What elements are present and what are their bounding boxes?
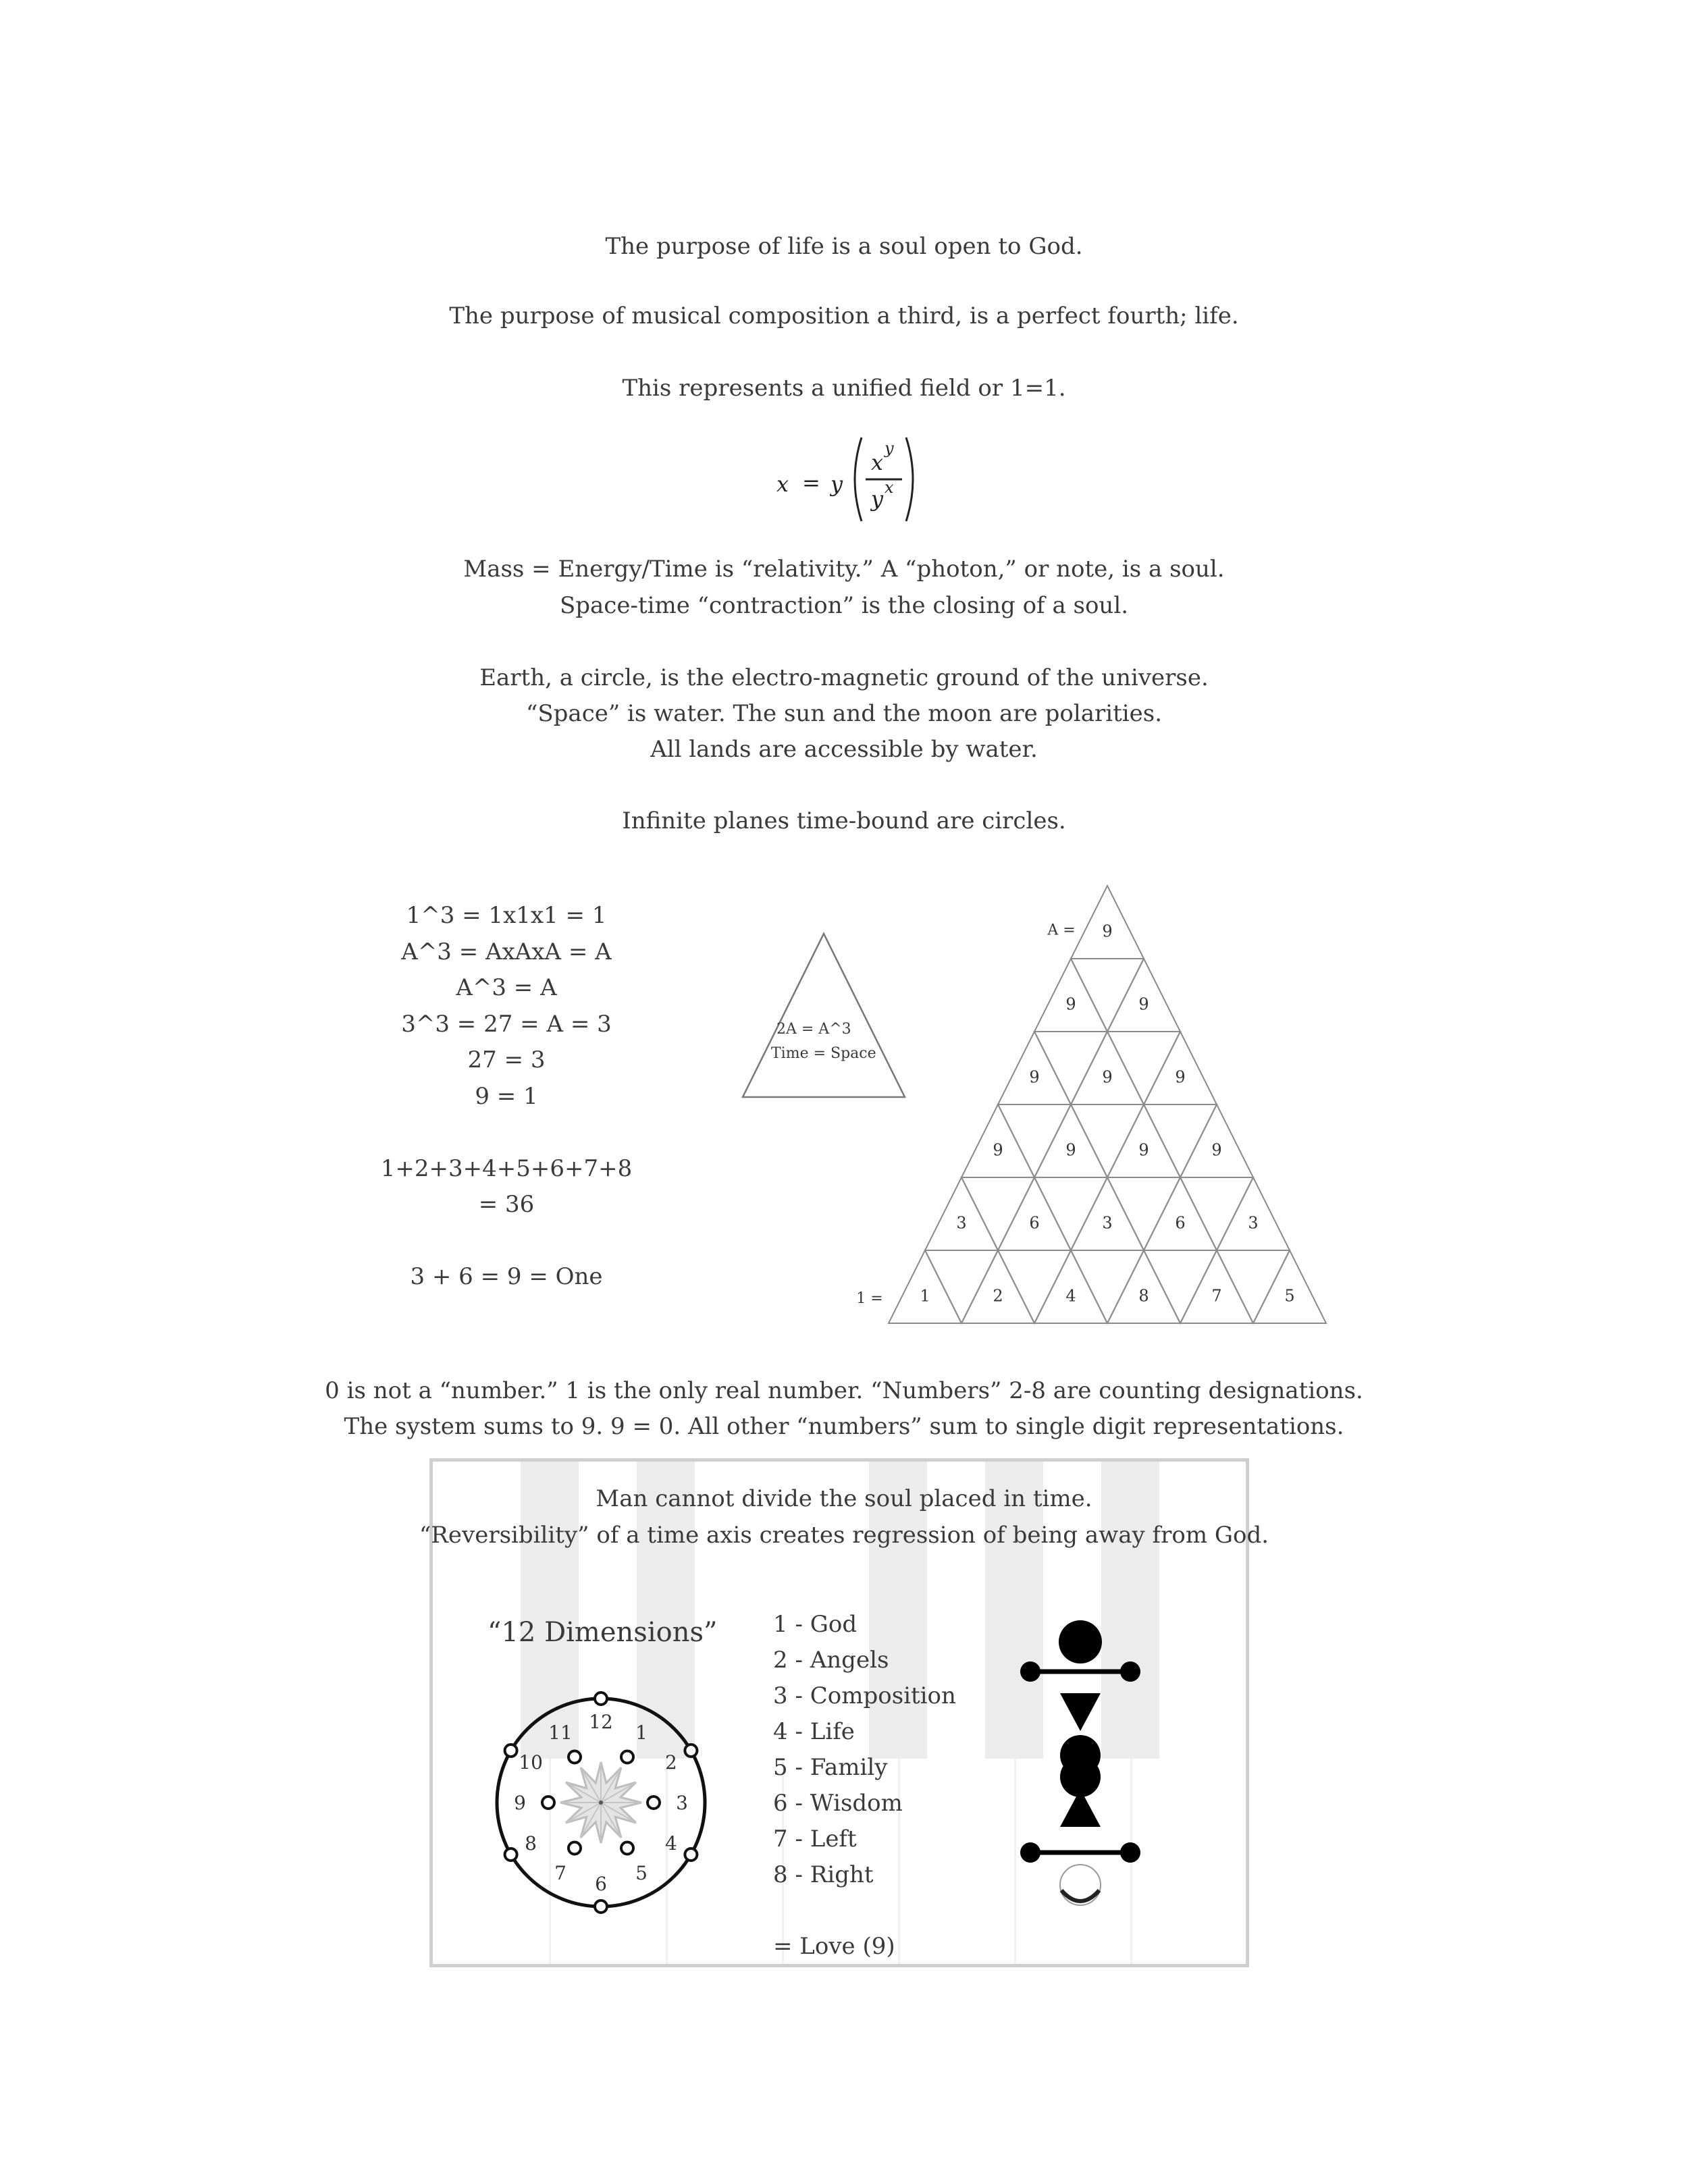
down-triangle-icon — [1060, 1693, 1101, 1731]
list-item: 1 - God — [773, 1611, 858, 1638]
equation-num-base: x — [871, 450, 884, 475]
equation-line: 1+2+3+4+5+6+7+8 — [380, 1154, 633, 1182]
pyramid-value: 9 — [1102, 922, 1113, 941]
clock-number: 8 — [525, 1832, 537, 1855]
clock-number: 5 — [635, 1861, 648, 1884]
clock-number: 4 — [664, 1832, 677, 1855]
pyramid-value: 1 — [920, 1286, 930, 1306]
left-node-icon — [1020, 1842, 1040, 1863]
pyramid-value: 9 — [1102, 1067, 1113, 1087]
list-item: 6 - Wisdom — [773, 1790, 903, 1817]
up-triangle-icon — [1060, 1789, 1101, 1827]
pyramid-inverted-cell — [1144, 1104, 1217, 1177]
numbers-line-2: The system sums to 9. 9 = 0. All other “numbers” sum to single digit representations. — [344, 1413, 1344, 1440]
equation-line: A^3 = A — [456, 974, 557, 1001]
pyramid-value: 6 — [1029, 1213, 1040, 1233]
dimensions-title: “12 Dimensions” — [487, 1617, 718, 1648]
clock-node — [569, 1751, 581, 1763]
small-triangle-line-2: Time = Space — [771, 1045, 876, 1062]
pyramid-inverted-cell — [1034, 1032, 1107, 1104]
clock-number: 11 — [548, 1722, 573, 1744]
equation-line: A^3 = AxAxA = A — [401, 938, 612, 965]
left-equations — [365, 898, 648, 1296]
equation-line: 3^3 = 27 = A = 3 — [401, 1010, 612, 1038]
pyramid-value: 4 — [1065, 1286, 1076, 1306]
god-circle-icon — [1059, 1620, 1102, 1663]
clock-node — [685, 1848, 697, 1861]
earth-line-1: Earth, a circle, is the electro-magnetic ground of the universe. — [479, 664, 1209, 691]
equation-line: 27 = 3 — [467, 1046, 546, 1073]
clock-node — [648, 1796, 660, 1809]
left-node-icon — [1020, 1661, 1040, 1682]
list-item: 5 - Family — [773, 1754, 888, 1781]
clock-number: 3 — [676, 1792, 688, 1814]
list-item: 8 - Right — [773, 1861, 874, 1888]
equation-den-base: y — [871, 486, 884, 512]
pyramid-inverted-cell — [961, 1177, 1034, 1250]
clock-node — [569, 1842, 581, 1855]
clock-number: 6 — [595, 1873, 607, 1895]
pyramid-label-a: A = — [1047, 922, 1076, 939]
physics-line-2: Space-time “contraction” is the closing of a soul. — [559, 592, 1129, 619]
pyramid-value: 6 — [1175, 1213, 1186, 1233]
number-pyramid — [837, 884, 1350, 1343]
pyramid-value: 3 — [956, 1213, 967, 1233]
pyramid-value: 9 — [1175, 1067, 1186, 1087]
clock-node — [621, 1751, 633, 1763]
clock-node — [685, 1744, 697, 1757]
pyramid-inverted-cell — [1107, 1177, 1180, 1250]
twelve-dimensions-clock — [479, 1681, 722, 1924]
list-item: 4 - Life — [773, 1718, 855, 1745]
equation-line: = 36 — [478, 1191, 535, 1218]
numbers-line-1: 0 is not a “number.” 1 is the only real number. “Numbers” 2-8 are counting designations. — [325, 1377, 1363, 1404]
intro-line-2: The purpose of musical composition a third, is a perfect fourth; life. — [449, 302, 1239, 329]
box-line-1: Man cannot divide the soul placed in time. — [596, 1485, 1092, 1512]
intro-line-1: The purpose of life is a soul open to God. — [605, 233, 1083, 260]
pyramid-label-1: 1 = — [856, 1289, 883, 1307]
unified-equation — [776, 432, 925, 527]
right-node-icon — [1120, 1842, 1140, 1863]
clock-number: 7 — [554, 1861, 566, 1884]
pyramid-inverted-cell — [998, 1104, 1071, 1177]
equation-num-exp: y — [885, 439, 894, 458]
equation-line: 1^3 = 1x1x1 = 1 — [406, 902, 607, 929]
dimensions-list — [773, 1607, 956, 1965]
pyramid-value: 9 — [993, 1140, 1003, 1160]
pyramid-value: 9 — [1138, 1140, 1149, 1160]
equation-line: 9 = 1 — [475, 1082, 538, 1110]
pyramid-inverted-cell — [1144, 1250, 1217, 1323]
planes-line: Infinite planes time-bound are circles. — [622, 807, 1066, 834]
pyramid-inverted-cell — [1071, 1250, 1144, 1323]
pyramid-inverted-cell — [1071, 1104, 1144, 1177]
pyramid-value: 2 — [993, 1286, 1003, 1306]
list-item: 7 - Left — [773, 1826, 857, 1853]
pyramid-value: 8 — [1138, 1286, 1149, 1306]
physics-line-1: Mass = Energy/Time is “relativity.” A “photon,” or note, is a soul. — [463, 556, 1225, 583]
earth-line-3: All lands are accessible by water. — [650, 736, 1038, 763]
clock-number: 2 — [664, 1751, 677, 1774]
clock-number: 10 — [519, 1751, 543, 1774]
equation-lhs: x — [776, 471, 789, 497]
clock-number: 9 — [514, 1792, 526, 1814]
pyramid-value: 9 — [1138, 994, 1149, 1014]
equation-base: y — [830, 471, 843, 497]
pyramid-value: 9 — [1065, 1140, 1076, 1160]
pyramid-value: 3 — [1248, 1213, 1259, 1233]
pyramid-inverted-cell — [1034, 1177, 1107, 1250]
pyramid-inverted-cell — [1217, 1250, 1290, 1323]
pyramid-inverted-cell — [1107, 1032, 1180, 1104]
pyramid-value: 3 — [1102, 1213, 1113, 1233]
equation-equals: = — [802, 470, 820, 496]
box-line-2: “Reversibility” of a time axis creates regression of being away from God. — [419, 1522, 1269, 1549]
pyramid-value: 9 — [1029, 1067, 1040, 1087]
pyramid-inverted-cell — [1180, 1177, 1253, 1250]
list-item: 2 - Angels — [773, 1647, 889, 1674]
pyramid-value: 9 — [1065, 994, 1076, 1014]
clock-node — [621, 1842, 633, 1855]
pyramid-inverted-cell — [925, 1250, 998, 1323]
equation-line: 3 + 6 = 9 = One — [410, 1263, 603, 1290]
soul-symbol — [1006, 1607, 1155, 1917]
clock-node — [542, 1796, 554, 1809]
clock-node — [595, 1693, 607, 1705]
pyramid-inverted-cell — [1071, 959, 1144, 1032]
clock-node — [505, 1744, 517, 1757]
equation-den-exp: x — [885, 478, 894, 497]
pyramid-value: 7 — [1211, 1286, 1222, 1306]
equation-fraction — [847, 432, 921, 527]
pyramid-value: 9 — [1211, 1140, 1222, 1160]
pyramid-value: 5 — [1284, 1286, 1295, 1306]
clock-number: 12 — [589, 1711, 613, 1733]
right-node-icon — [1120, 1661, 1140, 1682]
intro-line-3: This represents a unified field or 1=1. — [622, 375, 1066, 402]
love-line: = Love (9) — [773, 1933, 895, 1960]
clock-node — [595, 1900, 607, 1913]
clock-number: 1 — [635, 1722, 648, 1744]
pyramid-inverted-cell — [998, 1250, 1071, 1323]
clock-node — [505, 1848, 517, 1861]
list-item: 3 - Composition — [773, 1682, 956, 1709]
small-triangle-line-1: 2A = A^3 — [776, 1021, 851, 1038]
earth-line-2: “Space” is water. The sun and the moon are polarities. — [525, 700, 1163, 727]
